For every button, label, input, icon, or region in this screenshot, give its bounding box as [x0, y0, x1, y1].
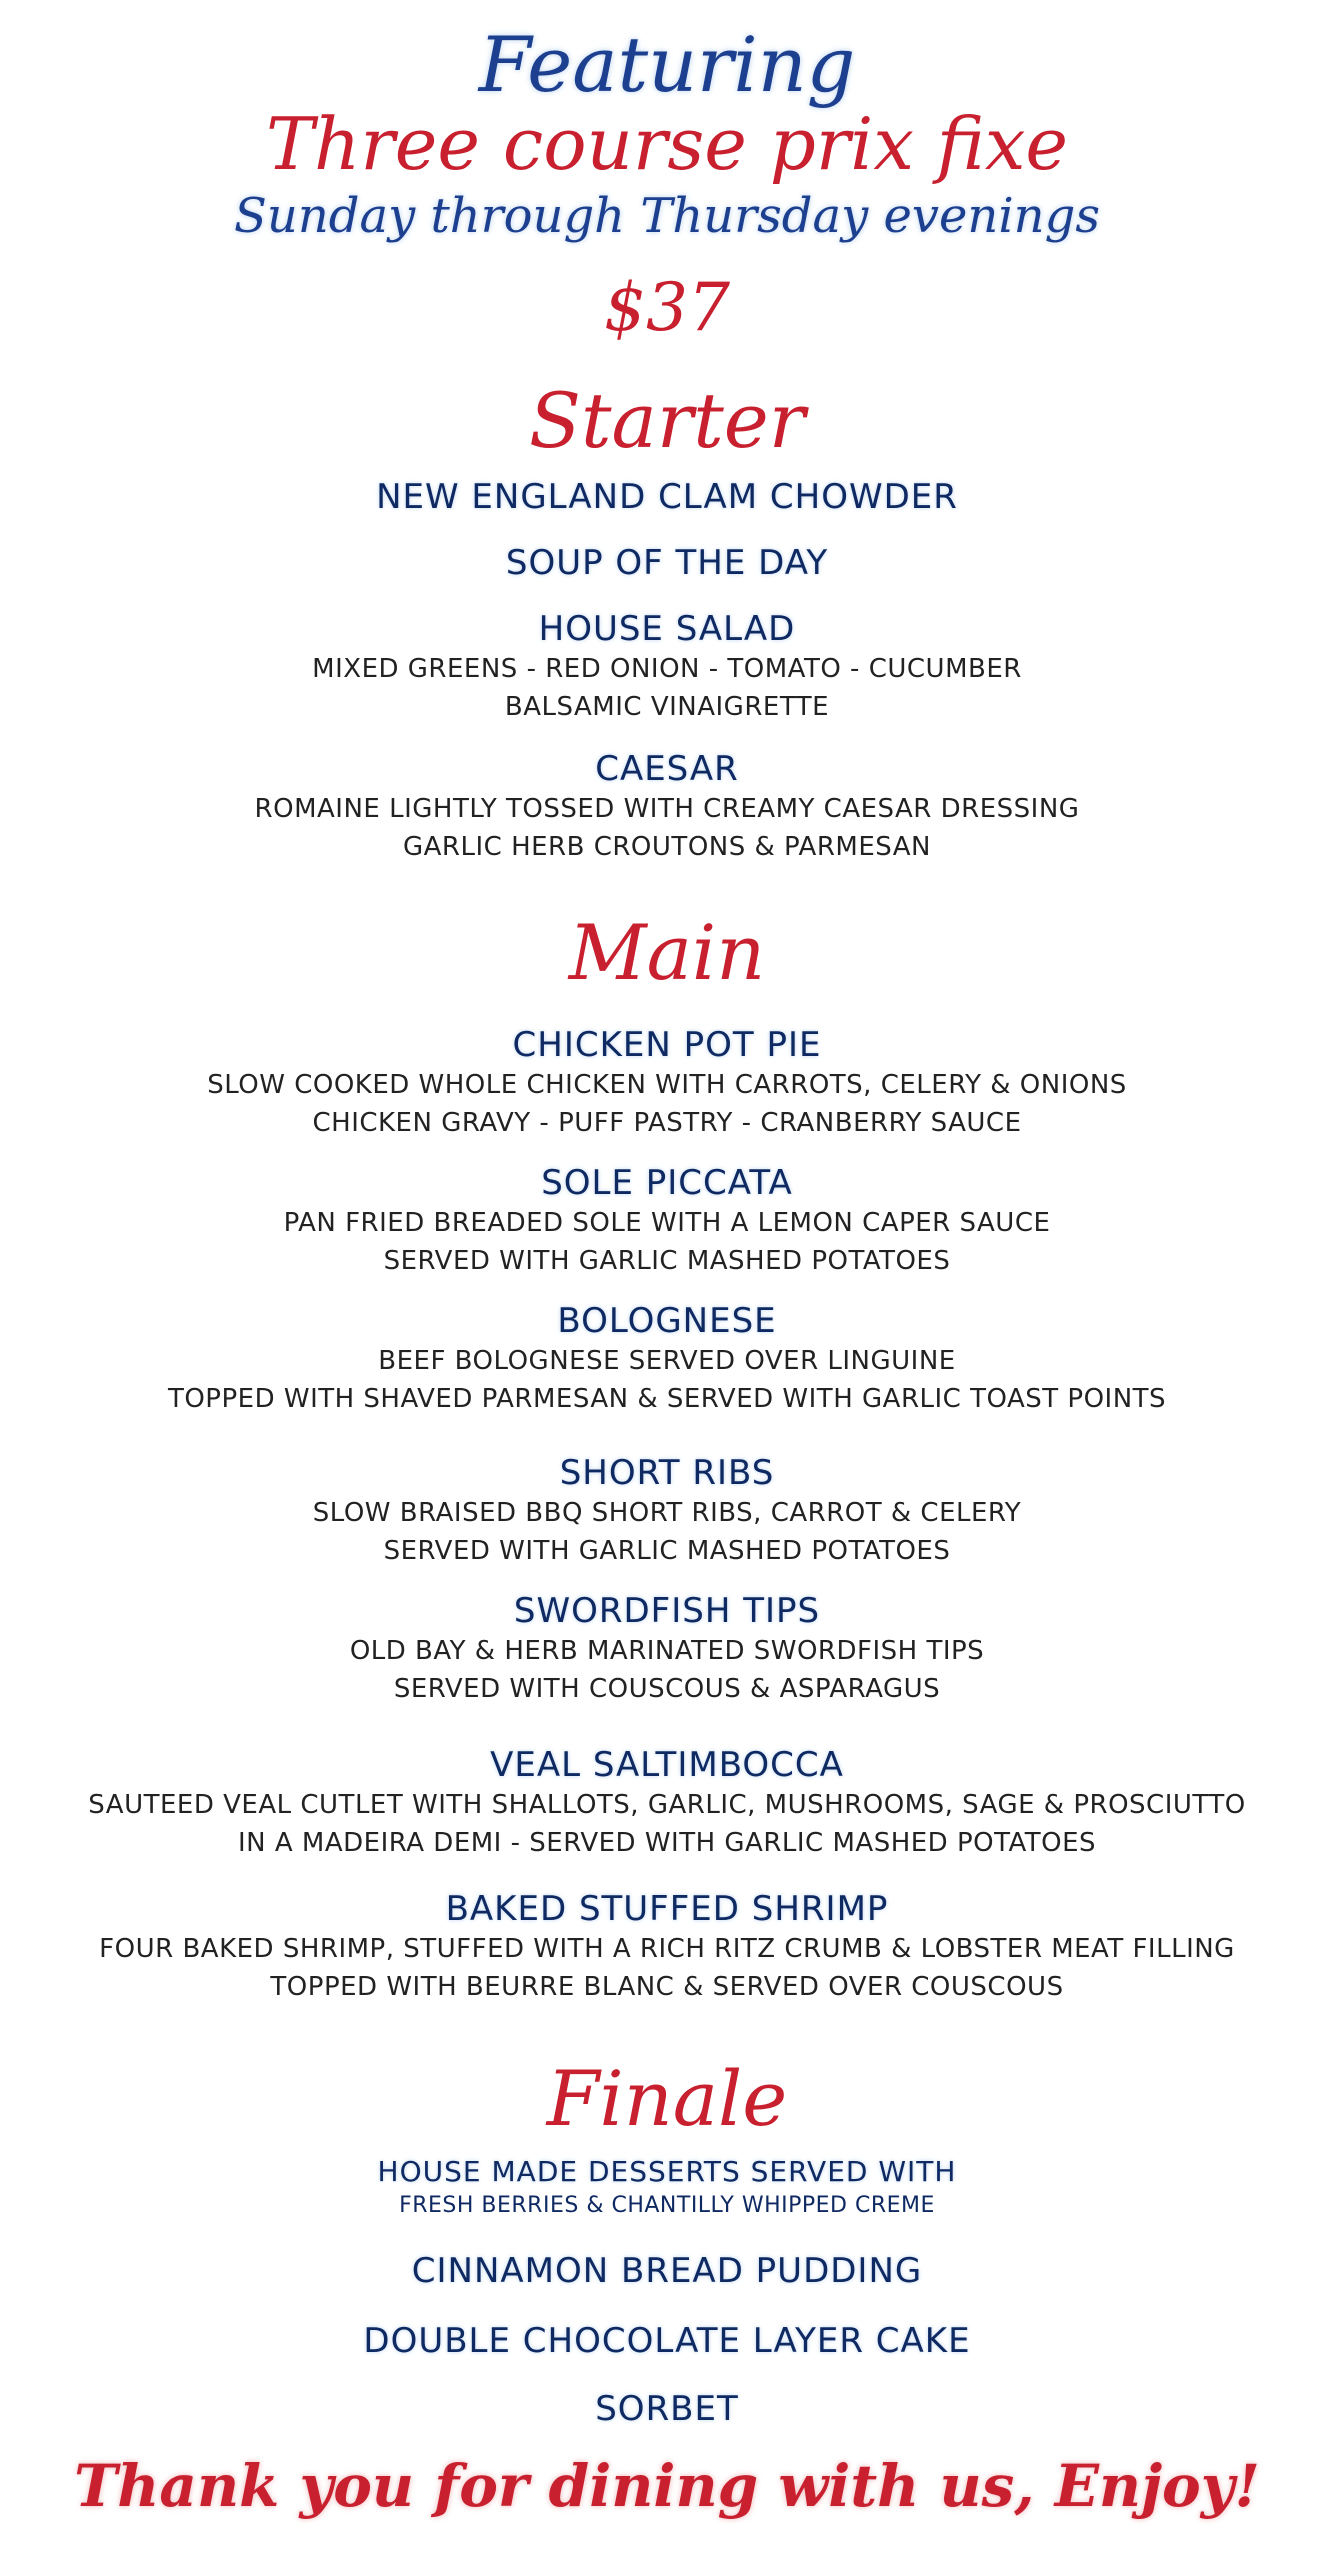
finale-intro [0, 2154, 1334, 2222]
item-desc-line: SERVED WITH GARLIC MASHED POTATOES [383, 1536, 951, 1566]
item-name: SWORDFISH TIPS [513, 1591, 821, 1631]
menu-item-soup-of-the-day [0, 542, 1334, 584]
item-desc-line: SLOW BRAISED BBQ SHORT RIBS, CARROT & CELERY [312, 1498, 1022, 1528]
finale-intro-line2: FRESH BERRIES & CHANTILLY WHIPPED CREME [399, 2193, 935, 2218]
item-desc-line: PAN FRIED BREADED SOLE WITH A LEMON CAPER SAUCE [283, 1208, 1051, 1238]
menu-item-short-ribs [0, 1452, 1334, 1570]
menu-item-clam-chowder [0, 476, 1334, 518]
menu-item-double-chocolate-layer-cake [0, 2320, 1334, 2362]
item-desc-line: SLOW COOKED WHOLE CHICKEN WITH CARROTS, CELERY & ONIONS [207, 1070, 1127, 1100]
item-desc-line: OLD BAY & HERB MARINATED SWORDFISH TIPS [349, 1636, 985, 1666]
menu-item-veal-saltimbocca [0, 1744, 1334, 1862]
item-desc-line: CHICKEN GRAVY - PUFF PASTRY - CRANBERRY SAUCE [312, 1108, 1022, 1138]
item-name: SOLE PICCATA [541, 1163, 793, 1203]
item-desc-line: SERVED WITH GARLIC MASHED POTATOES [383, 1246, 951, 1276]
price: $37 [604, 269, 730, 346]
item-name: CHICKEN POT PIE [512, 1025, 822, 1065]
menu-item-bolognese [0, 1300, 1334, 1418]
item-desc-line: SAUTEED VEAL CUTLET WITH SHALLOTS, GARLIC, MUSHROOMS, SAGE & PROSCIUTTO [88, 1790, 1246, 1820]
menu-item-baked-stuffed-shrimp [0, 1888, 1334, 2006]
item-name: CINNAMON BREAD PUDDING [411, 2251, 923, 2291]
item-name: SHORT RIBS [559, 1453, 775, 1493]
item-desc-line: BALSAMIC VINAIGRETTE [504, 692, 830, 722]
thank-you-message: Thank you for dining with us, Enjoy! [74, 2452, 1260, 2520]
finale-intro-line1: HOUSE MADE DESSERTS SERVED WITH [377, 2155, 957, 2188]
item-name: SORBET [595, 2389, 739, 2429]
item-desc-line: FOUR BAKED SHRIMP, STUFFED WITH A RICH RITZ CRUMB & LOBSTER MEAT FILLING [99, 1934, 1235, 1964]
item-desc-line: TOPPED WITH SHAVED PARMESAN & SERVED WITH GARLIC TOAST POINTS [167, 1384, 1167, 1414]
item-name: BAKED STUFFED SHRIMP [445, 1889, 889, 1929]
menu-item-caesar [0, 748, 1334, 866]
item-name: NEW ENGLAND CLAM CHOWDER [376, 477, 958, 517]
item-name: SOUP OF THE DAY [505, 543, 829, 583]
item-name: VEAL SALTIMBOCCA [490, 1745, 844, 1785]
menu-item-sole-piccata [0, 1162, 1334, 1280]
item-name: HOUSE SALAD [538, 609, 796, 649]
section-title-starter: Starter [528, 376, 806, 465]
item-desc-line: BEEF BOLOGNESE SERVED OVER LINGUINE [378, 1346, 956, 1376]
days-subheading: Sunday through Thursday evenings [234, 188, 1100, 244]
item-name: DOUBLE CHOCOLATE LAYER CAKE [363, 2321, 971, 2361]
item-name: BOLOGNESE [557, 1301, 777, 1341]
item-desc-line: IN A MADEIRA DEMI - SERVED WITH GARLIC MASHED POTATOES [237, 1828, 1097, 1858]
menu-item-house-salad [0, 608, 1334, 726]
item-desc-line: TOPPED WITH BEURRE BLANC & SERVED OVER COUSCOUS [270, 1972, 1064, 2002]
item-name: CAESAR [595, 749, 739, 789]
item-desc-line: MIXED GREENS - RED ONION - TOMATO - CUCUMBER [312, 654, 1022, 684]
menu-item-sorbet [0, 2388, 1334, 2430]
prix-fixe-heading: Three course prix fixe [265, 102, 1069, 186]
item-desc-line: GARLIC HERB CROUTONS & PARMESAN [403, 832, 931, 862]
section-title-finale: Finale [546, 2054, 788, 2143]
featuring-heading: Featuring [478, 20, 856, 109]
menu-item-swordfish-tips [0, 1590, 1334, 1708]
item-desc-line: ROMAINE LIGHTLY TOSSED WITH CREAMY CAESAR DRESSING [254, 794, 1080, 824]
menu-item-cinnamon-bread-pudding [0, 2250, 1334, 2292]
menu-item-chicken-pot-pie [0, 1024, 1334, 1142]
section-title-main: Main [568, 908, 766, 997]
item-desc-line: SERVED WITH COUSCOUS & ASPARAGUS [393, 1674, 941, 1704]
